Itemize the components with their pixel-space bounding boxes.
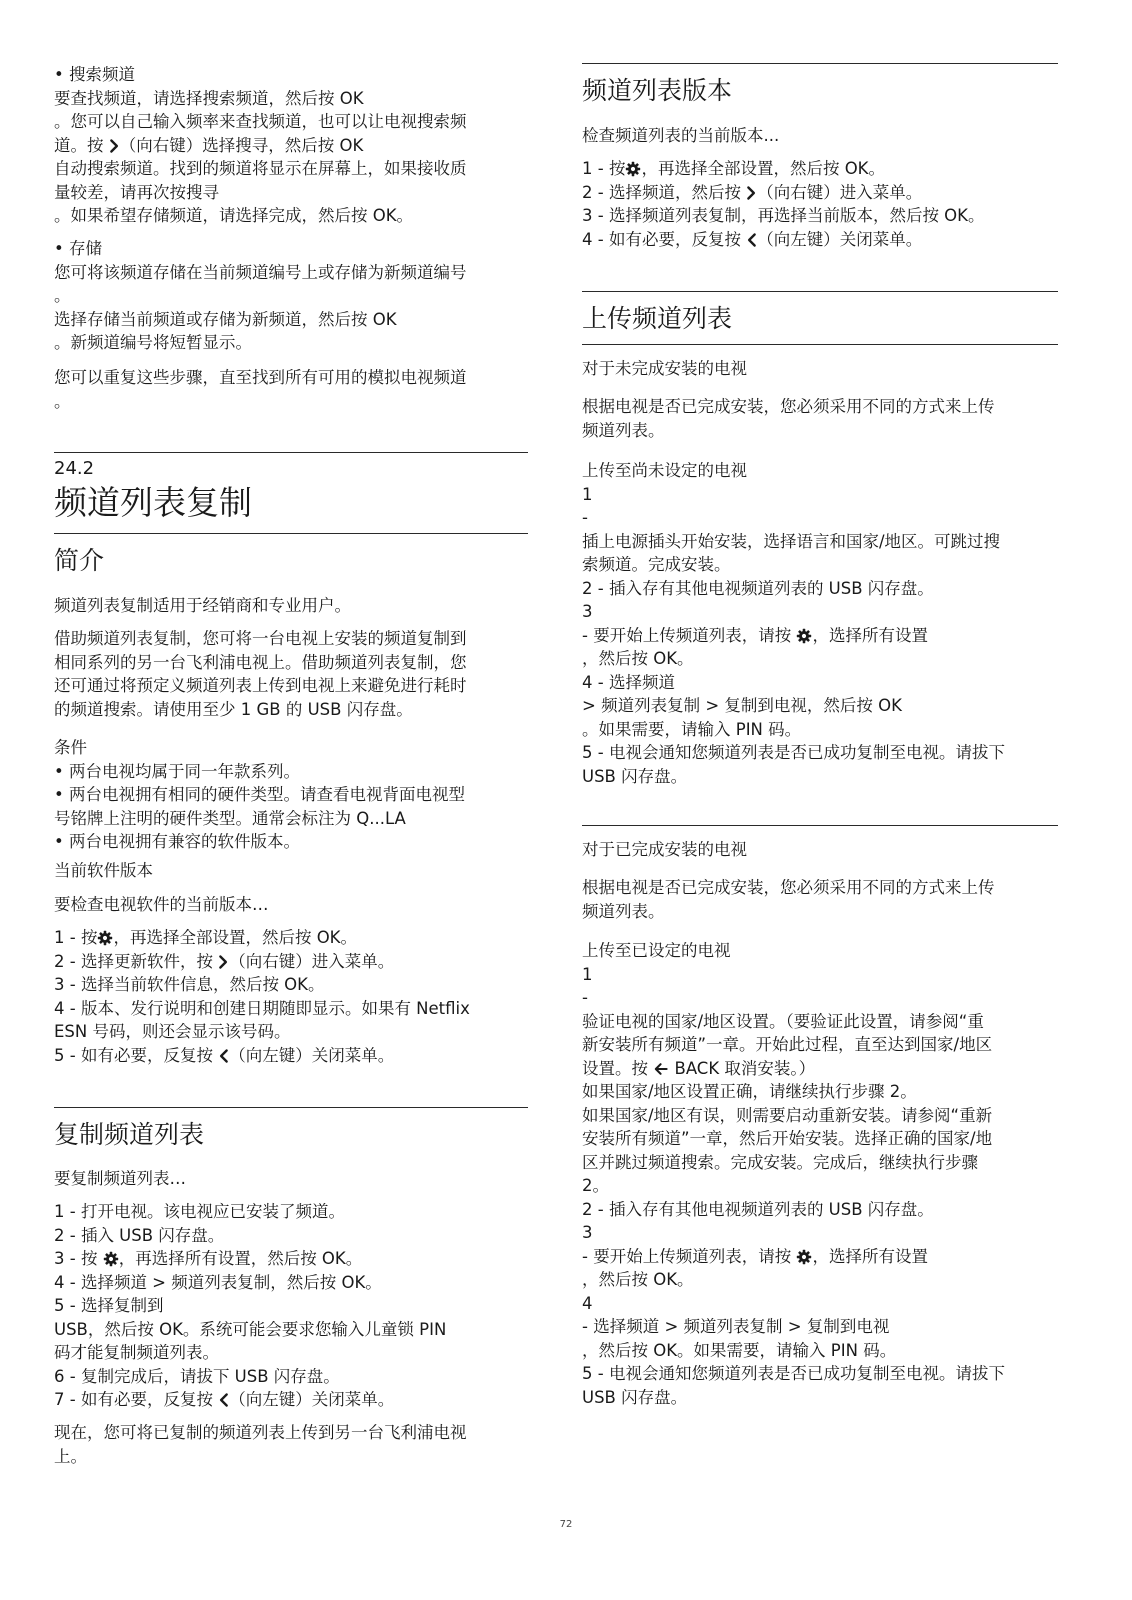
subsection-rule <box>582 825 1058 826</box>
paragraph-line: 现在，您可将已复制的频道列表上传到另一台飞利浦电视 <box>54 1423 467 1442</box>
subheading: 上传至已设定的电视 <box>582 941 731 960</box>
list-item: 如果国家/地区设置正确，请继续执行步骤 2。 <box>582 1082 917 1101</box>
list-item: 4 - 选择频道 <box>582 672 675 692</box>
list-item: 区并跳过频道搜索。完成安装。完成后，继续执行步骤 <box>582 1152 978 1172</box>
paragraph-line: 要复制频道列表… <box>54 1169 186 1188</box>
software-steps <box>54 926 528 1067</box>
not-installed-paragraph <box>582 395 1058 442</box>
text-span: （向左键）关闭菜单。 <box>757 229 923 249</box>
software-version-heading <box>54 859 528 883</box>
list-item <box>54 926 528 950</box>
list-item: 5 - 选择复制到 <box>54 1296 164 1315</box>
text-span: 2 - 选择频道，然后按 <box>582 182 747 202</box>
intro-title: 简介 <box>54 546 105 575</box>
paragraph-line: 检查频道列表的当前版本... <box>582 126 780 145</box>
chapter-number: 24.2 <box>54 458 95 479</box>
right-arrow-icon <box>746 185 757 201</box>
list-item: 验证电视的国家/地区设置。（要验证此设置，请参阅“重 <box>582 1011 984 1031</box>
list-item: > 频道列表复制 > 复制到电视，然后按 OK <box>582 696 902 715</box>
list-item: - 选择频道 > 频道列表复制 > 复制到电视 <box>582 1317 890 1336</box>
paragraph-line: 根据电视是否已完成安装，您必须采用不同的方式来上传 <box>582 878 995 897</box>
gear-icon <box>103 1251 119 1267</box>
text-span: 2 - 选择更新软件，按 <box>54 951 219 971</box>
paragraph-line: 对于未完成安装的电视 <box>582 359 747 378</box>
list-item: 2。 <box>582 1176 609 1195</box>
section-rule <box>54 1107 528 1108</box>
intro-paragraph-1 <box>54 594 528 618</box>
list-item <box>582 157 1058 181</box>
gear-icon <box>796 628 812 644</box>
right-arrow-icon <box>109 138 120 154</box>
search-channel-section <box>54 63 528 228</box>
list-item: USB 闪存盘。 <box>582 1387 688 1407</box>
list-item: ESN 号码，则还会显示该号码。 <box>54 1022 291 1041</box>
paragraph-line: 要查找频道，请选择搜索频道，然后按 OK <box>54 88 364 108</box>
list-item: • 两台电视拥有相同的硬件类型。请查看电视背面电视型 <box>54 785 465 804</box>
list-item <box>54 1247 528 1271</box>
text-span: 1 - 按 <box>54 928 98 947</box>
intro-paragraph-2 <box>54 627 528 721</box>
list-item: 码才能复制频道列表。 <box>54 1343 219 1362</box>
list-item <box>54 1388 528 1412</box>
paragraph-line: 您可以重复这些步骤，直至找到所有可用的模拟电视频道 <box>54 368 467 387</box>
paragraph-line: 自动搜索频道。找到的频道将显示在屏幕上，如果接收质 <box>54 159 467 178</box>
back-arrow-icon <box>653 1061 669 1077</box>
text-span: 道。按 <box>54 135 109 155</box>
version-intro <box>582 124 1058 148</box>
list-item: 4 - 选择频道 > 频道列表复制，然后按 OK。 <box>54 1272 382 1292</box>
paragraph-line <box>54 134 528 158</box>
paragraph-line: 选择存储当前频道或存储为新频道，然后按 OK <box>54 309 397 329</box>
list-item: 号铭牌上注明的硬件类型。通常会标注为 Q...LA <box>54 808 406 828</box>
paragraph-line: 频道列表。 <box>582 420 665 440</box>
list-item: 新安装所有频道”一章。开始此过程，直至达到国家/地区 <box>582 1035 993 1054</box>
text-span: ，再选择全部设置，然后按 OK。 <box>641 159 886 178</box>
section-rule <box>582 291 1058 292</box>
text-span: BACK 取消安装。） <box>669 1058 816 1078</box>
step-number: 3 <box>582 602 593 621</box>
list-item: 3 - 选择频道列表复制，再选择当前版本，然后按 OK。 <box>582 206 985 225</box>
gear-icon <box>625 161 641 177</box>
text-span: ，再选择所有设置，然后按 OK。 <box>118 1249 363 1268</box>
page-number: 72 <box>559 1519 573 1530</box>
text-span: （向右键）进入菜单。 <box>229 951 395 971</box>
list-item <box>54 950 528 974</box>
right-arrow-icon <box>218 954 229 970</box>
paragraph-line: 相同系列的另一台飞利浦电视上。借助频道列表复制，您 <box>54 652 467 672</box>
list-item: 如果国家/地区有误，则需要启动重新安装。请参阅“重新 <box>582 1105 993 1125</box>
text-span: - 要开始上传频道列表，请按 <box>582 625 797 645</box>
not-set-steps <box>582 459 1058 788</box>
repeat-paragraph <box>54 366 528 413</box>
list-item: ，然后按 OK。 <box>582 649 694 668</box>
text-span: ，选择所有设置 <box>812 625 928 645</box>
step-number: 4 <box>582 1293 593 1313</box>
text-span: ，再选择全部设置，然后按 OK。 <box>113 928 358 947</box>
text-span: ，选择所有设置 <box>812 1246 928 1266</box>
step-number: 3 <box>582 1223 593 1242</box>
list-item <box>54 1044 528 1068</box>
paragraph-line: 上。 <box>54 1446 87 1466</box>
paragraph-line: 。 <box>54 391 71 411</box>
paragraph-line: 要检查电视软件的当前版本… <box>54 895 269 914</box>
list-item: 安装所有频道”一章，然后开始安装。选择正确的国家/地 <box>582 1129 993 1148</box>
copy-title: 复制频道列表 <box>54 1120 205 1149</box>
step-number: 1 <box>582 964 593 984</box>
chapter-top-rule <box>54 452 528 453</box>
list-item: 5 - 电视会通知您频道列表是否已成功复制至电视。请拔下 <box>582 743 1005 762</box>
paragraph-line: 您可将该频道存储在当前频道编号上或存储为新频道编号 <box>54 262 467 282</box>
step-dash: - <box>582 988 588 1007</box>
list-item: 3 - 选择当前软件信息，然后按 OK。 <box>54 975 325 994</box>
copy-outro <box>54 1421 528 1468</box>
paragraph-line: 的频道搜索。请使用至少 1 GB 的 USB 闪存盘。 <box>54 699 413 719</box>
list-item <box>582 1245 1058 1269</box>
section-rule <box>582 63 1058 64</box>
list-item: ，然后按 OK。如果需要，请输入 PIN 码。 <box>582 1340 897 1360</box>
text-span: 4 - 如有必要，反复按 <box>582 229 747 249</box>
chapter-title: 频道列表复制 <box>54 483 252 522</box>
store-bullet: • 存储 <box>54 239 102 258</box>
conditions-heading: 条件 <box>54 738 87 757</box>
subsection-rule <box>582 344 1058 345</box>
left-arrow-icon <box>218 1392 229 1408</box>
paragraph-line: 频道列表复制适用于经销商和专业用户。 <box>54 596 351 615</box>
chapter-bottom-rule <box>54 533 528 534</box>
list-item: 2 - 插入 USB 闪存盘。 <box>54 1225 225 1245</box>
software-version-intro <box>54 893 528 917</box>
store-section <box>54 237 528 355</box>
list-item: 4 - 版本、发行说明和创建日期随即显示。如果有 Netflix <box>54 998 470 1018</box>
upload-title: 上传频道列表 <box>582 304 733 333</box>
text-span: （向右键）选择搜寻，然后按 OK <box>119 135 364 155</box>
list-item: • 两台电视均属于同一年款系列。 <box>54 761 300 781</box>
left-arrow-icon <box>746 232 757 248</box>
version-steps <box>582 157 1058 251</box>
gear-icon <box>796 1249 812 1265</box>
conditions-list <box>54 736 528 854</box>
installed-paragraph <box>582 876 1058 923</box>
paragraph-line: 当前软件版本 <box>54 861 153 880</box>
list-item <box>582 181 1058 205</box>
text-span: （向右键）进入菜单。 <box>757 182 923 202</box>
paragraph-line: 借助频道列表复制，您可将一台电视上安装的频道复制到 <box>54 629 467 648</box>
installed-heading <box>582 838 1058 862</box>
list-item: USB，然后按 OK。系统可能会要求您输入儿童锁 PIN <box>54 1319 447 1339</box>
paragraph-line: 。 <box>54 286 71 305</box>
text-span: - 要开始上传频道列表，请按 <box>582 1246 797 1266</box>
list-item: 。如果需要，请输入 PIN 码。 <box>582 719 802 739</box>
gear-icon <box>97 930 113 946</box>
list-item <box>582 624 1058 648</box>
list-item: 1 - 打开电视。该电视应已安装了频道。 <box>54 1202 345 1221</box>
step-number: 1 <box>582 484 593 504</box>
list-item: 2 - 插入存有其他电视频道列表的 USB 闪存盘。 <box>582 1199 934 1219</box>
text-span: 1 - 按 <box>582 159 626 178</box>
text-span: （向左键）关闭菜单。 <box>229 1045 395 1065</box>
version-title: 频道列表版本 <box>582 76 733 105</box>
list-item: USB 闪存盘。 <box>582 766 688 786</box>
copy-steps <box>54 1200 528 1412</box>
list-item: 2 - 插入存有其他电视频道列表的 USB 闪存盘。 <box>582 578 934 598</box>
list-item <box>582 1057 1058 1081</box>
list-item: • 两台电视拥有兼容的软件版本。 <box>54 832 300 851</box>
paragraph-line: 。如果希望存储频道，请选择完成，然后按 OK。 <box>54 206 414 225</box>
text-span: 3 - 按 <box>54 1249 103 1268</box>
text-span: 5 - 如有必要，反复按 <box>54 1045 219 1065</box>
paragraph-line: 。您可以自己输入频率来查找频道，也可以让电视搜索频 <box>54 112 467 131</box>
paragraph-line: 。新频道编号将短暂显示。 <box>54 333 252 352</box>
step-dash: - <box>582 508 588 527</box>
paragraph-line: 对于已完成安装的电视 <box>582 840 747 859</box>
paragraph-line: 还可通过将预定义频道列表上传到电视上来避免进行耗时 <box>54 676 467 695</box>
subheading: 上传至尚未设定的电视 <box>582 461 747 480</box>
text-span: 设置。按 <box>582 1058 654 1078</box>
left-arrow-icon <box>218 1048 229 1064</box>
paragraph-line: 量较差，请再次按搜寻 <box>54 182 219 202</box>
copy-intro <box>54 1167 528 1191</box>
search-bullet: • 搜索频道 <box>54 65 135 84</box>
list-item: 索频道。完成安装。 <box>582 555 731 574</box>
set-steps <box>582 939 1058 1409</box>
list-item: ，然后按 OK。 <box>582 1270 694 1289</box>
list-item <box>582 228 1058 252</box>
list-item: 插上电源插头开始安装，选择语言和国家/地区。可跳过搜 <box>582 531 1001 551</box>
paragraph-line: 根据电视是否已完成安装，您必须采用不同的方式来上传 <box>582 397 995 416</box>
text-span: （向左键）关闭菜单。 <box>229 1390 395 1409</box>
list-item: 5 - 电视会通知您频道列表是否已成功复制至电视。请拔下 <box>582 1364 1005 1383</box>
paragraph-line: 频道列表。 <box>582 901 665 921</box>
not-installed-heading <box>582 357 1058 381</box>
list-item: 6 - 复制完成后，请拔下 USB 闪存盘。 <box>54 1366 340 1386</box>
text-span: 7 - 如有必要，反复按 <box>54 1390 219 1409</box>
